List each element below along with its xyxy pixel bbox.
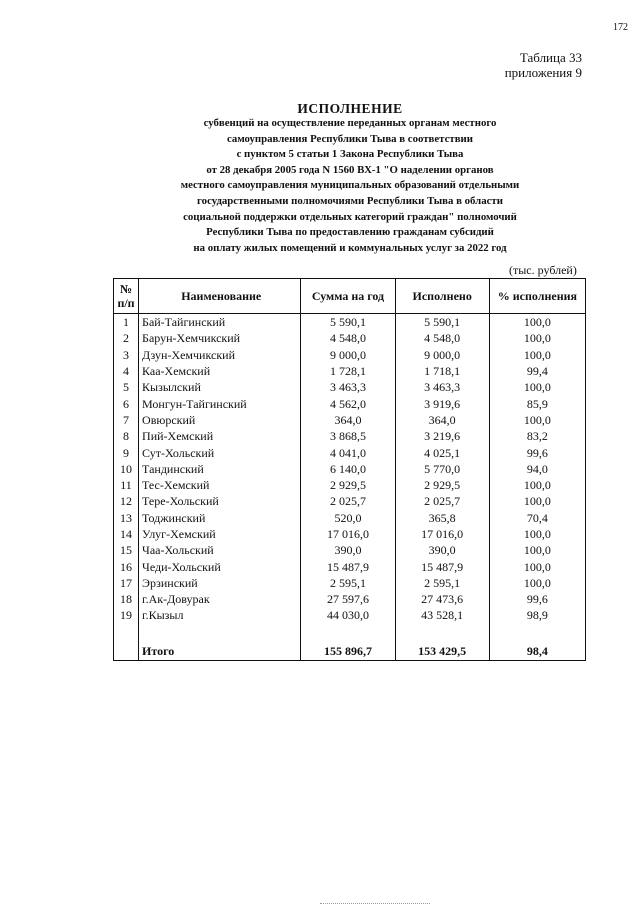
title-line: социальной поддержки отдельных категорий граждан" полномочий <box>183 210 517 223</box>
cell-num: 11 <box>114 477 139 493</box>
cell-plan: 364,0 <box>301 412 395 428</box>
table-row <box>114 444 586 460</box>
cell-plan: 27 597,6 <box>301 591 395 607</box>
table-row <box>114 558 586 574</box>
cell-pct: 70,4 <box>489 510 585 526</box>
table-row <box>114 607 586 623</box>
cell-num: 18 <box>114 591 139 607</box>
cell-num: 8 <box>114 428 139 444</box>
table-row <box>114 591 586 607</box>
cell-num: 7 <box>114 412 139 428</box>
cell-plan: 3 868,5 <box>301 428 395 444</box>
cell-plan: 9 000,0 <box>301 347 395 363</box>
table-row <box>114 412 586 428</box>
cell-plan: 2 595,1 <box>301 575 395 591</box>
cell-plan: 4 548,0 <box>301 330 395 346</box>
cell-pct: 99,4 <box>489 363 585 379</box>
header-plan: Сумма на год <box>301 279 395 314</box>
header-pct: % исполнения <box>489 279 585 314</box>
total-pct: 98,4 <box>489 642 585 661</box>
table-row <box>114 395 586 411</box>
table-reference-line1: Таблица 33 <box>519 50 582 65</box>
table-row <box>114 461 586 477</box>
table-reference <box>505 50 582 80</box>
cell-num: 2 <box>114 330 139 346</box>
title-line: субвенций на осуществление переданных органам местного <box>203 117 497 129</box>
title-line: самоуправления Республики Тыва в соответствии <box>227 132 473 145</box>
cell-exec: 5 590,1 <box>395 314 489 331</box>
cell-num: 14 <box>114 526 139 542</box>
cell-exec: 27 473,6 <box>395 591 489 607</box>
cell-exec: 3 219,6 <box>395 428 489 444</box>
header-num-symbol: № <box>119 282 133 296</box>
total-plan: 155 896,7 <box>301 642 395 661</box>
cell-exec: 1 718,1 <box>395 363 489 379</box>
title-heading: ИСПОЛНЕНИЕ <box>297 101 403 116</box>
cell-pct: 100,0 <box>489 526 585 542</box>
title-subtitle <box>120 116 580 256</box>
cell-name: г.Кызыл <box>139 607 301 623</box>
cell-plan: 17 016,0 <box>301 526 395 542</box>
document-title <box>120 101 580 256</box>
cell-name: г.Ак-Довурак <box>139 591 301 607</box>
cell-exec: 365,8 <box>395 510 489 526</box>
cell-name: Бай-Тайгинский <box>139 314 301 331</box>
table-total-row <box>114 642 586 661</box>
cell-exec: 390,0 <box>395 542 489 558</box>
cell-pct: 100,0 <box>489 477 585 493</box>
table-row <box>114 542 586 558</box>
cell-pct: 94,0 <box>489 461 585 477</box>
cell-empty <box>395 624 489 642</box>
cell-num: 13 <box>114 510 139 526</box>
cell-exec: 9 000,0 <box>395 347 489 363</box>
cell-num: 9 <box>114 444 139 460</box>
title-line: с пунктом 5 статьи 1 Закона Республики Тыва <box>236 148 464 161</box>
table-spacer-row <box>114 624 586 642</box>
table-row <box>114 379 586 395</box>
cell-name: Кызылский <box>139 379 301 395</box>
cell-plan: 390,0 <box>301 542 395 558</box>
cell-pct: 100,0 <box>489 558 585 574</box>
table-body <box>114 314 586 661</box>
table-header-row <box>114 279 586 314</box>
cell-plan: 1 728,1 <box>301 363 395 379</box>
cell-name: Чаа-Хольский <box>139 542 301 558</box>
cell-num: 15 <box>114 542 139 558</box>
cell-name: Улуг-Хемский <box>139 526 301 542</box>
cell-exec: 2 595,1 <box>395 575 489 591</box>
table-row <box>114 314 586 331</box>
footer-mark <box>320 903 430 906</box>
cell-num: 12 <box>114 493 139 509</box>
cell-pct: 85,9 <box>489 395 585 411</box>
title-line: местного самоуправления муниципальных образований отдельными <box>180 179 520 192</box>
table-row <box>114 526 586 542</box>
cell-name: Дзун-Хемчикский <box>139 347 301 363</box>
title-line: от 28 декабря 2005 года N 1560 ВХ-1 "О наделении органов <box>206 163 494 176</box>
table-row <box>114 330 586 346</box>
cell-name: Барун-Хемчикский <box>139 330 301 346</box>
cell-plan: 15 487,9 <box>301 558 395 574</box>
cell-num: 19 <box>114 607 139 623</box>
header-num-label: п/п <box>117 296 135 310</box>
cell-pct: 99,6 <box>489 444 585 460</box>
cell-plan: 2 929,5 <box>301 477 395 493</box>
cell-name: Тес-Хемский <box>139 477 301 493</box>
table-row <box>114 428 586 444</box>
table-row <box>114 493 586 509</box>
table-row <box>114 363 586 379</box>
title-line: государственными полномочиями Республики Тыва в области <box>197 194 503 207</box>
total-exec: 153 429,5 <box>395 642 489 661</box>
header-exec: Исполнено <box>395 279 489 314</box>
cell-exec: 364,0 <box>395 412 489 428</box>
cell-plan: 44 030,0 <box>301 607 395 623</box>
cell-num: 5 <box>114 379 139 395</box>
cell-pct: 98,9 <box>489 607 585 623</box>
cell-plan: 3 463,3 <box>301 379 395 395</box>
cell-pct: 100,0 <box>489 379 585 395</box>
title-line: на оплату жилых помещений и коммунальных услуг за 2022 год <box>193 241 507 254</box>
cell-exec: 3 919,6 <box>395 395 489 411</box>
cell-exec: 15 487,9 <box>395 558 489 574</box>
cell-pct: 100,0 <box>489 314 585 331</box>
table-row <box>114 347 586 363</box>
cell-plan: 520,0 <box>301 510 395 526</box>
cell-exec: 4 548,0 <box>395 330 489 346</box>
cell-pct: 99,6 <box>489 591 585 607</box>
cell-name: Монгун-Тайгинский <box>139 395 301 411</box>
cell-plan: 4 562,0 <box>301 395 395 411</box>
cell-pct: 100,0 <box>489 542 585 558</box>
cell-pct: 100,0 <box>489 347 585 363</box>
cell-plan: 5 590,1 <box>301 314 395 331</box>
cell-plan: 2 025,7 <box>301 493 395 509</box>
cell-pct: 100,0 <box>489 330 585 346</box>
title-line: Республики Тыва по предоставлению гражданам субсидий <box>206 226 494 239</box>
table-row <box>114 477 586 493</box>
cell-name: Сут-Хольский <box>139 444 301 460</box>
cell-name: Каа-Хемский <box>139 363 301 379</box>
cell-pct: 83,2 <box>489 428 585 444</box>
cell-num: 6 <box>114 395 139 411</box>
cell-num: 1 <box>114 314 139 331</box>
cell-num: 10 <box>114 461 139 477</box>
cell-num: 17 <box>114 575 139 591</box>
cell-exec: 5 770,0 <box>395 461 489 477</box>
table-row <box>114 575 586 591</box>
cell-num: 4 <box>114 363 139 379</box>
cell-exec: 2 025,7 <box>395 493 489 509</box>
cell-name: Овюрский <box>139 412 301 428</box>
cell-pct: 100,0 <box>489 575 585 591</box>
cell-exec: 4 025,1 <box>395 444 489 460</box>
header-name: Наименование <box>139 279 301 314</box>
page-number: 172 <box>613 22 628 33</box>
cell-empty <box>114 624 139 642</box>
cell-exec: 3 463,3 <box>395 379 489 395</box>
cell-empty <box>139 624 301 642</box>
cell-pct: 100,0 <box>489 493 585 509</box>
table-row <box>114 510 586 526</box>
cell-name: Чеди-Хольский <box>139 558 301 574</box>
execution-table <box>113 278 586 661</box>
cell-num: 3 <box>114 347 139 363</box>
cell-name: Пий-Хемский <box>139 428 301 444</box>
cell-name: Тоджинский <box>139 510 301 526</box>
cell-num: 16 <box>114 558 139 574</box>
cell-plan: 4 041,0 <box>301 444 395 460</box>
cell-pct: 100,0 <box>489 412 585 428</box>
total-name: Итого <box>139 642 301 661</box>
cell-exec: 17 016,0 <box>395 526 489 542</box>
cell-plan: 6 140,0 <box>301 461 395 477</box>
cell-name: Тере-Хольский <box>139 493 301 509</box>
cell-exec: 2 929,5 <box>395 477 489 493</box>
header-num <box>114 279 139 314</box>
table-reference-line2: приложения 9 <box>504 65 582 80</box>
cell-empty <box>489 624 585 642</box>
cell-name: Тандинский <box>139 461 301 477</box>
cell-empty <box>114 642 139 661</box>
cell-name: Эрзинский <box>139 575 301 591</box>
cell-exec: 43 528,1 <box>395 607 489 623</box>
cell-empty <box>301 624 395 642</box>
units-label: (тыс. рублей) <box>509 263 577 277</box>
